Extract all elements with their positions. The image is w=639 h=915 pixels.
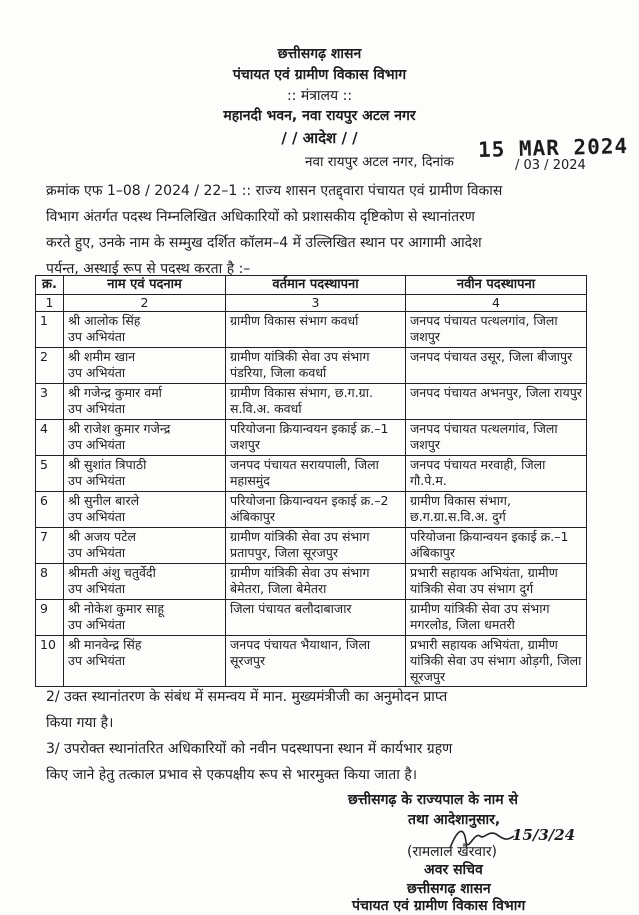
current-posting: जनपद पंचायत भैयाथान, जिला सूरजपुर bbox=[226, 636, 406, 687]
table-row bbox=[36, 420, 587, 456]
officer-cell bbox=[64, 492, 226, 528]
current-posting: परियोजना क्रियान्वयन इकाई क्र.–2 अंबिकापुर bbox=[226, 492, 406, 528]
current-posting: ग्रामीण यांत्रिकी सेवा उप संभाग पंडरिया, जिला कवर्धा bbox=[226, 348, 406, 384]
officer-name: श्री नोकेश कुमार साहू bbox=[68, 601, 165, 616]
serial-number: 1 bbox=[36, 312, 64, 348]
serial-number: 3 bbox=[36, 384, 64, 420]
officer-cell bbox=[64, 528, 226, 564]
table-header-row bbox=[36, 276, 587, 295]
officer-designation: उप अभियंता bbox=[68, 617, 126, 632]
table-row bbox=[36, 348, 587, 384]
officer-name: श्री मानवेन्द्र सिंह bbox=[68, 637, 142, 652]
signatory-name: (रामलाल खैरवार) bbox=[407, 844, 498, 860]
officer-cell bbox=[64, 312, 226, 348]
new-posting: जनपद पंचायत पत्थलगांव, जिला जशपुर bbox=[406, 312, 587, 348]
serial-number: 2 bbox=[36, 348, 64, 384]
table-row bbox=[36, 600, 587, 636]
signatory-post: अवर सचिव bbox=[424, 862, 483, 878]
table-row bbox=[36, 528, 587, 564]
officer-cell bbox=[64, 420, 226, 456]
serial-number: 7 bbox=[36, 528, 64, 564]
serial-number: 5 bbox=[36, 456, 64, 492]
intro-line: पर्यन्त, अस्थाई रूप से पदस्थ करता है :– bbox=[46, 261, 251, 277]
signatory-department: पंचायत एवं ग्रामीण विकास विभाग bbox=[352, 898, 526, 914]
new-posting: जनपद पंचायत उसूर, जिला बीजापुर bbox=[406, 348, 587, 384]
current-posting: जिला पंचायत बलौदाबाजार bbox=[226, 600, 406, 636]
government-heading: छत्तीसगढ़ शासन bbox=[277, 46, 362, 62]
intro-line: क्रमांक एफ 1–08 / 2024 / 22–1 :: राज्य शासन एतद्द्वारा पंचायत एवं ग्रामीण विकास bbox=[46, 183, 503, 199]
current-posting: ग्रामीण विकास संभाग कवर्धा bbox=[226, 312, 406, 348]
date-place: नवा रायपुर अटल नगर, दिनांक bbox=[305, 154, 454, 170]
date-stamp: 15 MAR 2024 bbox=[477, 134, 629, 162]
officer-name: श्रीमती अंशु चतुर्वेदी bbox=[68, 565, 156, 580]
serial-number: 6 bbox=[36, 492, 64, 528]
handwritten-date: 15/3/24 bbox=[512, 826, 576, 844]
officer-designation: उप अभियंता bbox=[68, 545, 126, 560]
col-number-row bbox=[36, 295, 587, 312]
officer-designation: उप अभियंता bbox=[68, 581, 126, 596]
signatory-government: छत्तीसगढ़ शासन bbox=[407, 881, 491, 897]
current-posting: ग्रामीण विकास संभाग, छ.ग.ग्रा. स.वि.अ. कवर्धा bbox=[226, 384, 406, 420]
new-posting: ग्रामीण विकास संभाग, छ.ग.ग्रा.स.वि.अ. दुर्ग bbox=[406, 492, 587, 528]
paragraph-line: 2/ उक्त स्थानांतरण के संबंध में समन्वय में मान. मुख्यमंत्रीजी का अनुमोदन प्राप्त bbox=[46, 689, 448, 705]
new-posting: प्रभारी सहायक अभियंता, ग्रामीण यांत्रिकी सेवा उप संभाग दुर्ग bbox=[406, 564, 587, 600]
table-row bbox=[36, 564, 587, 600]
officer-cell bbox=[64, 456, 226, 492]
col-header-sno: क्र. bbox=[36, 276, 64, 295]
serial-number: 9 bbox=[36, 600, 64, 636]
officer-cell bbox=[64, 348, 226, 384]
officer-name: श्री शमीम खान bbox=[68, 349, 136, 364]
address-heading: महानदी भवन, नवा रायपुर अटल नगर bbox=[223, 108, 416, 124]
new-posting: प्रभारी सहायक अभियंता, ग्रामीण यांत्रिकी सेवा उप संभाग ओड़गी, जिला सूरजपुर bbox=[406, 636, 587, 687]
new-posting: जनपद पंचायत अभनपुर, जिला रायपुर bbox=[406, 384, 587, 420]
officer-designation: उप अभियंता bbox=[68, 437, 126, 452]
paragraph-2 bbox=[46, 684, 586, 736]
intro-line: करते हुए, उनके नाम के सम्मुख दर्शित कॉलम–4 में उल्लिखित स्थान पर आगामी आदेश bbox=[46, 235, 482, 251]
officer-name: श्री राजेश कुमार गजेन्द्र bbox=[68, 421, 171, 436]
date-printed: / 03 / 2024 bbox=[515, 158, 586, 173]
officer-name: श्री अजय पटेल bbox=[68, 529, 136, 544]
table-row bbox=[36, 456, 587, 492]
officer-cell bbox=[64, 384, 226, 420]
officer-cell bbox=[64, 600, 226, 636]
current-posting: ग्रामीण यांत्रिकी सेवा उप संभाग प्रतापपुर, जिला सूरजपुर bbox=[226, 528, 406, 564]
officer-name: श्री आलोक सिंह bbox=[68, 313, 141, 328]
officer-designation: उप अभियंता bbox=[68, 401, 126, 416]
paragraph-line: किया गया है। bbox=[46, 715, 114, 731]
officer-name: श्री गजेन्द्र कुमार वर्मा bbox=[68, 385, 162, 400]
governor-order-line: छत्तीसगढ़ के राज्यपाल के नाम से bbox=[348, 792, 518, 808]
officer-name: श्री सुनील बारले bbox=[68, 493, 140, 508]
col-number: 3 bbox=[226, 295, 406, 312]
officer-name: श्री सुशांत त्रिपाठी bbox=[68, 457, 147, 472]
paragraph-3 bbox=[46, 736, 586, 788]
new-posting: जनपद पंचायत पत्थलगांव, जिला जशपुर bbox=[406, 420, 587, 456]
order-title: / / आदेश / / bbox=[281, 129, 358, 147]
new-posting: जनपद पंचायत मरवाही, जिला गौ.पे.म. bbox=[406, 456, 587, 492]
col-header-current: वर्तमान पदस्थापना bbox=[226, 276, 406, 295]
officer-designation: उप अभियंता bbox=[68, 365, 126, 380]
col-header-name: नाम एवं पदनाम bbox=[64, 276, 226, 295]
as-per-order-line: तथा आदेशानुसार, bbox=[408, 812, 501, 828]
paragraph-line: किए जाने हेतु तत्काल प्रभाव से एकपक्षीय रूप से भारमुक्त किया जाता है। bbox=[46, 767, 418, 783]
department-heading: पंचायत एवं ग्रामीण विकास विभाग bbox=[232, 67, 407, 83]
current-posting: परियोजना क्रियान्वयन इकाई क्र.–1 जशपुर bbox=[226, 420, 406, 456]
current-posting: ग्रामीण यांत्रिकी सेवा उप संभाग बेमेतरा, जिला बेमेतरा bbox=[226, 564, 406, 600]
intro-line: विभाग अंतर्गत पदस्थ निम्नलिखित अधिकारियों को प्रशासकीय दृष्टिकोण से स्थानांतरण bbox=[46, 209, 475, 225]
table-row bbox=[36, 384, 587, 420]
table-row bbox=[36, 636, 587, 687]
officer-designation: उप अभियंता bbox=[68, 509, 126, 524]
new-posting: ग्रामीण यांत्रिकी सेवा उप संभाग मगरलोड, जिला धमतरी bbox=[406, 600, 587, 636]
transfer-table bbox=[35, 275, 587, 687]
officer-cell bbox=[64, 636, 226, 687]
officer-designation: उप अभियंता bbox=[68, 653, 126, 668]
table-row bbox=[36, 492, 587, 528]
paragraph-line: 3/ उपरोक्त स्थानांतरित अधिकारियों को नवीन पदस्थापना स्थान में कार्यभार ग्रहण bbox=[46, 741, 453, 757]
col-number: 2 bbox=[64, 295, 226, 312]
col-number: 4 bbox=[406, 295, 587, 312]
intro-paragraph bbox=[46, 178, 586, 282]
current-posting: जनपद पंचायत सरायपाली, जिला महासमुंद bbox=[226, 456, 406, 492]
serial-number: 10 bbox=[36, 636, 64, 687]
table-row bbox=[36, 312, 587, 348]
col-number: 1 bbox=[36, 295, 64, 312]
serial-number: 4 bbox=[36, 420, 64, 456]
officer-designation: उप अभियंता bbox=[68, 473, 126, 488]
col-header-new: नवीन पदस्थापना bbox=[406, 276, 587, 295]
serial-number: 8 bbox=[36, 564, 64, 600]
new-posting: परियोजना क्रियान्वयन इकाई क्र.–1 अंबिकापुर bbox=[406, 528, 587, 564]
ministry-heading: :: मंत्रालय :: bbox=[286, 88, 353, 104]
officer-designation: उप अभियंता bbox=[68, 329, 126, 344]
officer-cell bbox=[64, 564, 226, 600]
